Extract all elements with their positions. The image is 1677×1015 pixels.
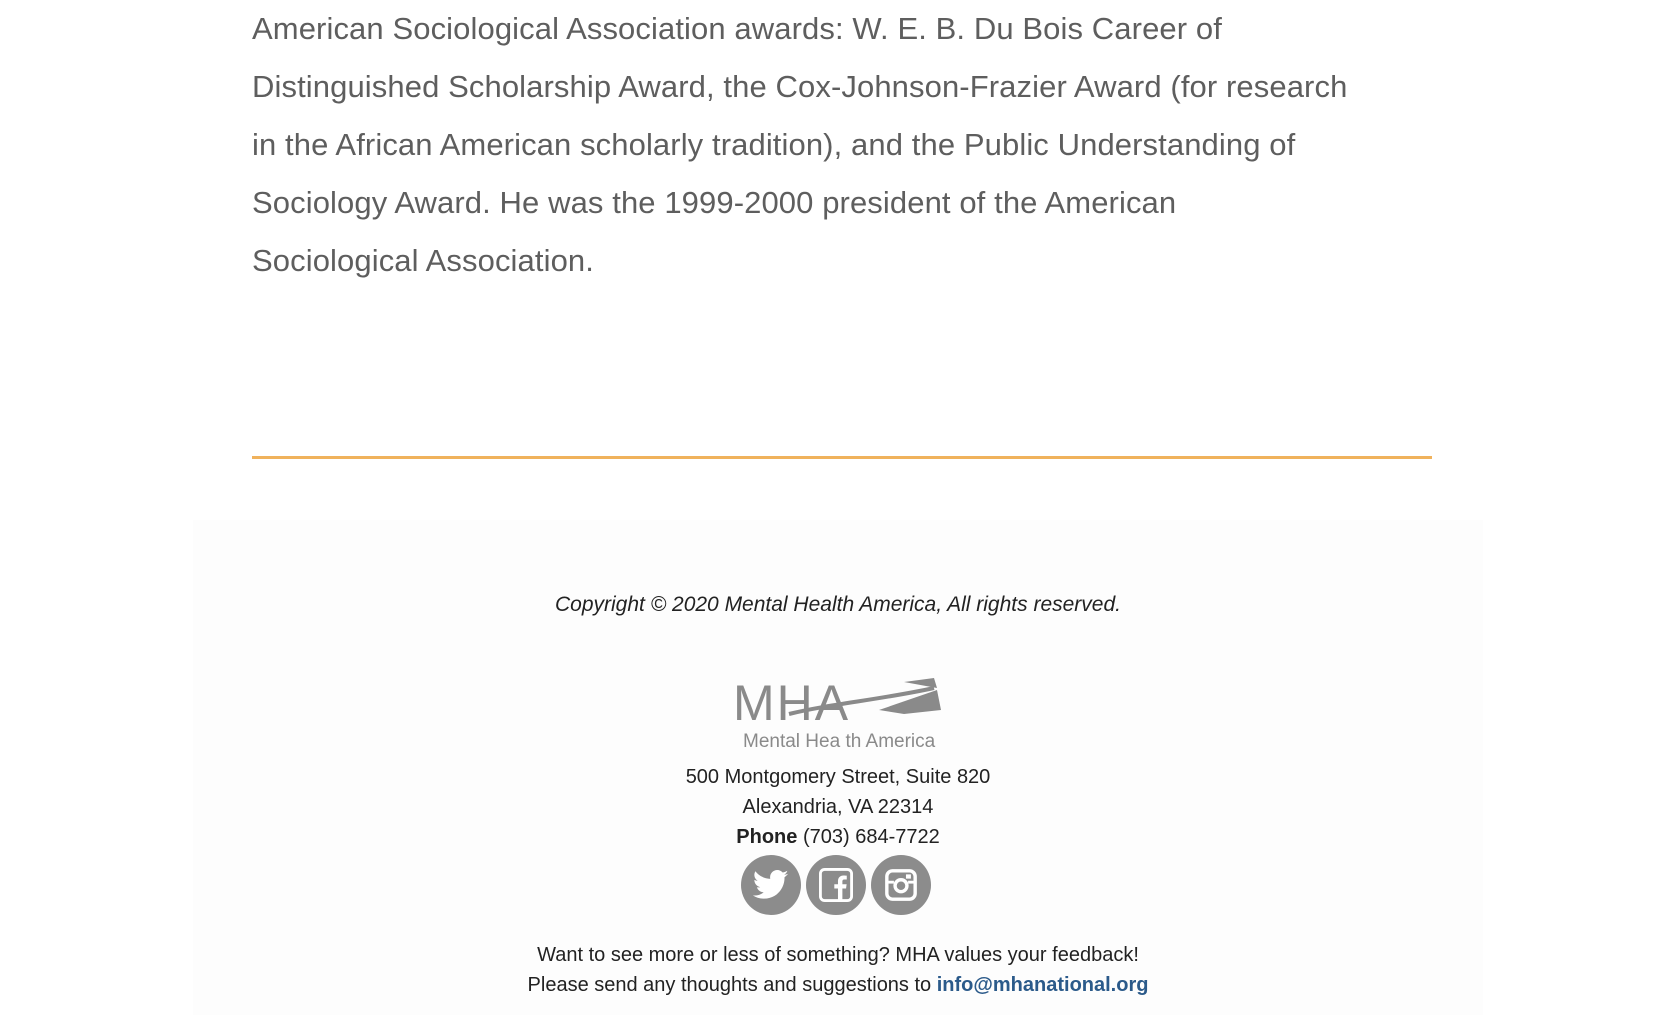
- feedback-line: [193, 970, 1483, 1000]
- footer: [193, 520, 1483, 1015]
- section-divider: [252, 456, 1432, 459]
- feedback-message: [193, 940, 1483, 1000]
- email-link[interactable]: info@mhanational.org: [936, 974, 1149, 996]
- twitter-icon: [753, 870, 789, 900]
- bio-line: in the African American scholarly tradition), and the Public Understanding of: [252, 127, 1296, 162]
- social-links: [741, 855, 931, 917]
- twitter-button[interactable]: [741, 855, 801, 915]
- facebook-button[interactable]: [806, 855, 866, 915]
- facebook-icon: [819, 868, 853, 902]
- feedback-line: Want to see more or less of something? MHA values your feedback!: [537, 944, 1139, 966]
- bio-section: [252, 0, 1432, 290]
- instagram-icon: [884, 868, 918, 902]
- address-city: Alexandria, VA 22314: [742, 796, 934, 818]
- feedback-prefix: Please send any thoughts and suggestions to: [527, 974, 932, 996]
- mha-logo-mark: [729, 670, 955, 760]
- bio-line: Sociological Association.: [252, 243, 594, 278]
- mha-logo-letters: MHA: [733, 675, 851, 731]
- mha-logo: [729, 670, 955, 760]
- mha-logo-tagline: Mental Hea th America: [743, 731, 936, 752]
- copyright-notice: Copyright © 2020 Mental Health America, All rights reserved.: [555, 593, 1121, 616]
- instagram-button[interactable]: [871, 855, 931, 915]
- bio-line: Sociology Award. He was the 1999-2000 president of the American: [252, 185, 1177, 220]
- address-phone: [193, 822, 1483, 852]
- bio-line: American Sociological Association awards: W. E. B. Du Bois Career of: [252, 11, 1222, 46]
- phone-label: Phone: [736, 826, 798, 848]
- bio-paragraph: [252, 0, 1432, 290]
- address-street: 500 Montgomery Street, Suite 820: [685, 766, 991, 788]
- bio-line: Distinguished Scholarship Award, the Cox-Johnson-Frazier Award (for research: [252, 69, 1348, 104]
- phone-number: (703) 684-7722: [802, 826, 940, 848]
- mailing-address: [193, 762, 1483, 852]
